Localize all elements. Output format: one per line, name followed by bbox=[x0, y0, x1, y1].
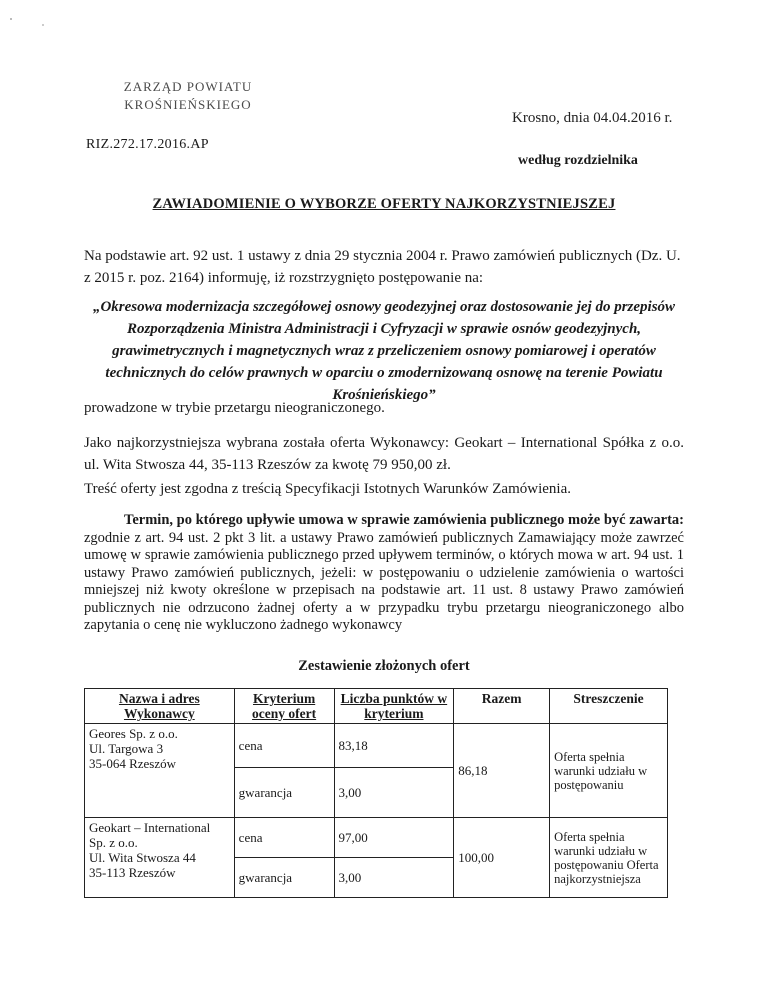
offers-table bbox=[84, 688, 668, 898]
scan-speck bbox=[42, 24, 44, 26]
summary-cell: Oferta spełnia warunki udziału w postępowaniu Oferta najkorzystniejsza bbox=[550, 818, 668, 898]
criterion-cell: gwarancja bbox=[234, 858, 334, 898]
term-paragraph bbox=[84, 512, 684, 635]
scan-speck bbox=[10, 18, 12, 20]
place-date: Krosno, dnia 04.04.2016 r. bbox=[512, 110, 673, 126]
points-cell: 3,00 bbox=[334, 768, 454, 818]
header-summary: Streszczenie bbox=[550, 689, 668, 724]
criterion-cell: cena bbox=[234, 818, 334, 858]
bidder-name-cell: Geores Sp. z o.o. Ul. Targowa 3 35-064 Rzeszów bbox=[85, 724, 235, 818]
term-text: zgodnie z art. 94 ust. 2 pkt 3 lit. a ustawy Prawo zamówień publicznych Zamawiający może zawrzeć umowę w sprawie zamówienia publicznego przed upływem terminów, o których mowa w art. 94 ust. 1 ustawy Prawo zamówień publicznych, jeżeli: w postępowaniu o udzielenie zamówienia o wartości mniejszej niż kwoty określone w przepisach na podstawie art. 11 ust. 8 ustawy Prawo zamówień publicznych nie odrzucono żadnej oferty a w przypadku trybu przetargu nieograniczonego albo zapytania o cenę nie wykluczono żadnego wykonawcy bbox=[84, 529, 684, 633]
bidder-name-cell: Geokart – International Sp. z o.o. Ul. Wita Stwosza 44 35-113 Rzeszów bbox=[85, 818, 235, 898]
contract-subject: „Okresowa modernizacja szczegółowej osnowy geodezyjnej oraz dostosowanie jej do przepisów Rozporządzenia Ministra Administracji i Cyfryzacji w sprawie osnów geodezyjnych, grawimetrycznych i magnetycznych wraz z przeliczeniem osnowy pomiarowej i operatów technicznych do celów prawnych w oparciu o zmodernizowaną osnowę na terenie Powiatu Krośnieńskiego” bbox=[92, 299, 676, 403]
winner-paragraph: Jako najkorzystniejsza wybrana została oferta Wykonawcy: Geokart – International Spółka z o.o. ul. Wita Stwosza 44, 35-113 Rzeszów za kwotę 79 950,00 zł. bbox=[84, 435, 684, 473]
intro-paragraph: Na podstawie art. 92 ust. 1 ustawy z dnia 29 stycznia 2004 r. Prawo zamówień publicznych (Dz. U. z 2015 r. poz. 2164) informuję, iż rozstrzygnięto postępowanie na: bbox=[84, 248, 681, 286]
recipient: według rozdzielnika bbox=[518, 153, 638, 168]
header-total: Razem bbox=[454, 689, 550, 724]
table-row bbox=[85, 818, 668, 858]
summary-cell: Oferta spełnia warunki udziału w postępowaniu bbox=[550, 724, 668, 818]
criterion-cell: cena bbox=[234, 724, 334, 768]
term-heading: Termin, po którego upływie umowa w sprawie zamówienia publicznego może być zawarta: bbox=[124, 512, 684, 528]
criterion-cell: gwarancja bbox=[234, 768, 334, 818]
table-header-row bbox=[85, 689, 668, 724]
total-cell: 100,00 bbox=[454, 818, 550, 898]
table-heading: Zestawienie złożonych ofert bbox=[298, 658, 470, 674]
header-criterion: Kryterium oceny ofert bbox=[234, 689, 334, 724]
stamp-line-2: KROŚNIEŃSKIEGO bbox=[124, 97, 252, 112]
procedure-mode: prowadzone w trybie przetargu nieograniczonego. bbox=[84, 400, 385, 416]
points-cell: 3,00 bbox=[334, 858, 454, 898]
stamp-line-1: ZARZĄD POWIATU bbox=[123, 79, 253, 94]
total-cell: 86,18 bbox=[454, 724, 550, 818]
points-cell: 97,00 bbox=[334, 818, 454, 858]
reference-number: RIZ.272.17.2016.AP bbox=[86, 137, 209, 152]
office-stamp bbox=[108, 78, 268, 114]
document-title: ZAWIADOMIENIE O WYBORZE OFERTY NAJKORZYSTNIEJSZEJ bbox=[152, 196, 616, 212]
header-points: Liczba punktów w kryterium bbox=[334, 689, 454, 724]
table-row bbox=[85, 724, 668, 768]
conformity-paragraph: Treść oferty jest zgodna z treścią Specyfikacji Istotnych Warunków Zamówienia. bbox=[84, 481, 571, 497]
points-cell: 83,18 bbox=[334, 724, 454, 768]
header-name: Nazwa i adres Wykonawcy bbox=[85, 689, 235, 724]
